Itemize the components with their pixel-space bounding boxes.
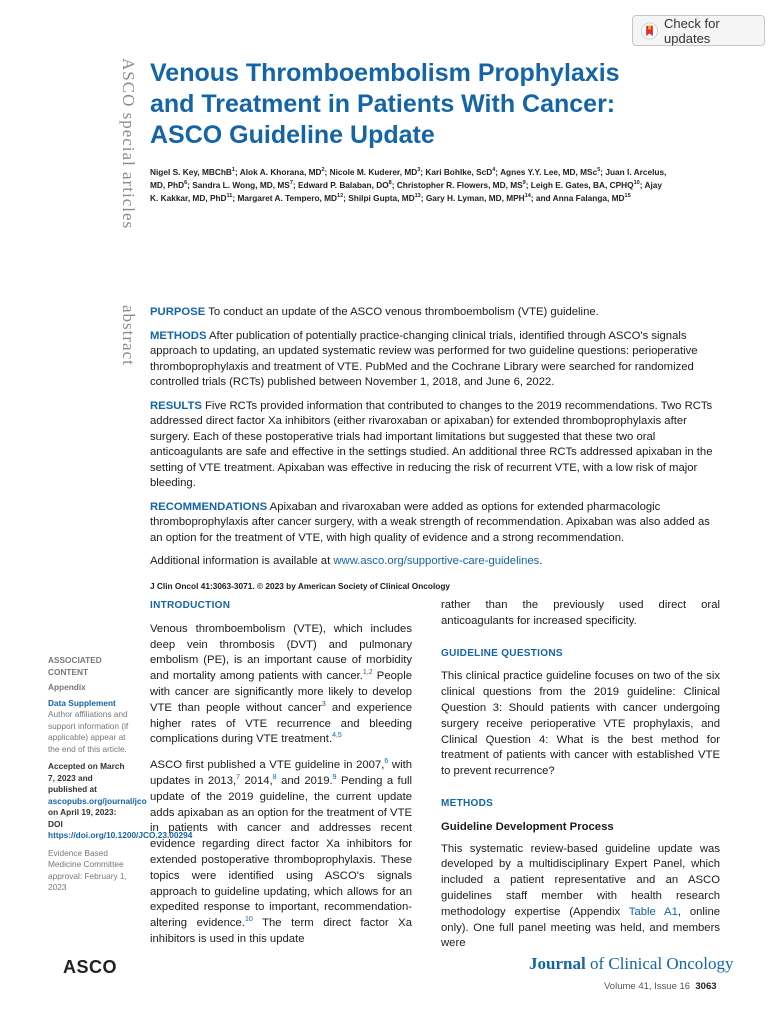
body-column-right — [441, 598, 720, 962]
abstract-results — [150, 399, 720, 492]
associated-content-sidebar — [48, 655, 193, 900]
intro-p2-text-a: ASCO first published a VTE guideline in 2007, — [150, 759, 385, 772]
abstract — [150, 305, 720, 594]
ref-8[interactable]: 8 — [272, 774, 277, 782]
author-affiliation-number: 3 — [417, 167, 421, 174]
intro-p2-text-b: with updates in 2013, — [150, 759, 412, 787]
ebm-approval-note: Evidence Based Medicine Committee approval: February 1, 2023 — [48, 847, 127, 892]
published-date-text: on April 19, 2023: — [48, 807, 117, 817]
ref-9[interactable]: 9 — [332, 774, 337, 782]
journal-citation: J Clin Oncol 41:3063-3071. © 2023 by American Society of Clinical Oncology — [150, 580, 450, 591]
abstract-recommendations — [150, 500, 720, 547]
ref-7[interactable]: 7 — [236, 774, 241, 782]
author-name — [553, 193, 631, 203]
journal-logo-rest: of Clinical Oncology — [585, 954, 734, 973]
author-affiliation-number: 8 — [388, 180, 392, 187]
author-affiliation-number: 14 — [524, 193, 531, 200]
intro-p1-text-b: People with cancer are significantly more likely to develop VTE than people without cancer — [150, 670, 412, 714]
author-name — [298, 180, 392, 190]
doi-link[interactable]: https://doi.org/10.1200/JCO.23.00294 — [48, 830, 193, 840]
author-name — [500, 167, 600, 177]
author-name-text: Gary H. Lyman, MD, MPH — [425, 193, 525, 203]
associated-content-heading: ASSOCIATED CONTENT — [48, 655, 102, 677]
author-affiliation-number: 9 — [522, 180, 526, 187]
author-affiliation-number: 11 — [226, 193, 233, 200]
side-label-special-articles: ASCO special articles — [119, 58, 138, 230]
author-name-text: Leigh E. Gates, BA, CPHQ — [530, 180, 634, 190]
author-name-text: Alok A. Khorana, MD — [239, 167, 322, 177]
guideline-questions-paragraph: This clinical practice guideline focuses on two of the six clinical questions from the 2019 guideline: Clinical Question 3: Should patients with cancer undergoing surgery receive perioperative VTE prophylaxis, and Clinical Question 4: What is the best method for treatment of patients with cancer with established VTE to prevent recurrence? — [441, 670, 720, 778]
purpose-label: PURPOSE — [150, 306, 206, 318]
author-name-text: Edward P. Balaban, DO — [297, 180, 389, 190]
acceptance-info — [48, 761, 193, 842]
recommendations-label: RECOMMENDATIONS — [150, 500, 268, 513]
ref-3[interactable]: 3 — [321, 701, 326, 709]
author-name-text: Nigel S. Key, MBChB — [150, 167, 232, 177]
intro-paragraph-1 — [150, 622, 412, 748]
body-column-left — [150, 598, 412, 958]
author-name — [150, 167, 235, 177]
purpose-text: To conduct an update of the ASCO venous thromboembolism (VTE) guideline. — [208, 306, 599, 318]
author-name — [397, 180, 526, 190]
intro-p2-text-c: 2014, — [240, 774, 273, 787]
author-name — [348, 193, 421, 203]
ref-10[interactable]: 10 — [244, 916, 253, 924]
results-text: Five RCTs provided information that contributed to changes to the 2019 recommendations. Two RCTs addressed direct factor Xa inhibitors (either rivaroxaban or apixaban) for extended thromboprophylaxis after surgery. Each of these postoperative trials had important limitations but suggested that these two oral anticoagulants are safe and effective in the settings studied. An additional three RCTs addressed apixaban in the setting of VTE treatment. Apixaban was effective in reducing the risk of recurrent VTE, with a low risk of major bleeding. — [150, 399, 713, 489]
author-affiliation-number: 6 — [184, 180, 188, 187]
volume-issue-text: Volume 41, Issue 16 — [604, 981, 691, 992]
abstract-methods — [150, 329, 720, 391]
author-name — [425, 167, 495, 177]
author-name-text: Juan I. Arcelus, MD, PhD — [150, 167, 667, 190]
check-for-updates-label: Check for updates — [664, 15, 720, 46]
guideline-development-heading: Guideline Development Process — [441, 820, 614, 833]
author-name-text: Christopher R. Flowers, MD, MS — [396, 180, 523, 190]
intro-p2-text-d: and 2019. — [276, 774, 333, 787]
check-for-updates-button[interactable] — [632, 15, 765, 46]
author-affiliation-number: 15 — [624, 193, 631, 200]
author-affiliation-number: 7 — [289, 180, 293, 187]
gdp-text-b: , online only). One full panel meeting was held, and members were — [441, 905, 721, 950]
ref-1-2[interactable]: 1,2 — [362, 669, 373, 677]
author-name-text: Anna Falanga, MD — [552, 193, 625, 203]
author-affiliation-number: 1 — [231, 167, 235, 174]
appendix-label: Appendix — [48, 682, 86, 692]
methods-heading: METHODS — [441, 797, 494, 809]
additional-info-period: . — [539, 555, 543, 567]
data-supplement-link[interactable]: Data Supplement — [48, 697, 116, 708]
journal-logo — [529, 954, 733, 974]
author-name — [531, 180, 640, 190]
author-name-text: Sandra L. Wong, MD, MS — [192, 180, 290, 190]
author-name-text: Margaret A. Tempero, MD — [237, 193, 338, 203]
guideline-questions-heading: GUIDELINE QUESTIONS — [441, 647, 563, 659]
gdp-text-a: This systematic review-based guideline update was developed by a multidisciplinary Expert Panel, which included a patient representative and an ASCO guidelines staff member with health research methodology expertise (Appendix — [441, 842, 720, 918]
asco-logo: ASCO — [63, 957, 118, 977]
additional-info-text: Additional information is available at — [150, 555, 331, 567]
author-name — [192, 180, 293, 190]
page-number: 3063 — [695, 981, 717, 992]
abstract-purpose — [150, 305, 720, 321]
author-affiliation-number: 2 — [321, 167, 325, 174]
author-name — [330, 167, 421, 177]
author-name-text: Shilpi Gupta, MD — [348, 193, 415, 203]
introduction-heading: INTRODUCTION — [150, 600, 231, 611]
ref-6[interactable]: 6 — [384, 758, 389, 766]
author-name-text: Kari Bohlke, ScD — [425, 167, 493, 177]
recommendations-text: Apixaban and rivaroxaban were added as options for extended pharmacologic thromboprophylaxis after cancer surgery, with a weak strength of recommendation. Apixaban was also added as an option for the treatment of VTE, with high quality of evidence and a strong recommendation. — [150, 500, 710, 544]
accepted-text: Accepted on March 7, 2023 and published at — [48, 761, 125, 794]
guideline-development-paragraph — [441, 842, 720, 953]
author-affiliation-number: 10 — [633, 180, 640, 187]
author-name — [240, 167, 325, 177]
side-label-abstract: abstract — [119, 305, 138, 366]
methods-text: After publication of potentially practice-changing clinical trials, identified through ASCO's signals approach to updating, an updated systematic review was performed for two guideline questions: perioperative thromboprophylaxis and treatment of VTE. PubMed and the Cochrane Library were searched for randomized controlled trials (RCTs) published between November 1, 2018, and June 6, 2022. — [150, 329, 698, 388]
intro-p2-text-f: The term direct factor Xa inhibitors is used in this update — [150, 917, 412, 945]
author-affiliations-note: Author affiliations and support information (if applicable) appear at the end of this article. — [48, 709, 129, 754]
bookmark-icon — [641, 22, 658, 40]
author-affiliation-number: 12 — [337, 193, 344, 200]
author-name — [426, 193, 531, 203]
intro-paragraph-2 — [150, 758, 412, 948]
author-name-text: Agnes Y.Y. Lee, MD, MSc — [500, 167, 598, 177]
doi-label: DOI — [48, 818, 63, 829]
table-a1-link[interactable]: Table A1 — [628, 905, 678, 918]
author-name-text: Ajay K. Kakkar, MD, PhD — [150, 180, 663, 203]
intro-p1-text-a: Venous thromboembolism (VTE), which includes deep vein thrombosis (DVT) and pulmonary embolism (PE), is an important cause of morbidity and mortality among patients with cancer. — [150, 622, 412, 683]
journal-logo-strong: Journal — [529, 954, 586, 973]
author-affiliation-number: 5 — [597, 167, 601, 174]
results-label: RESULTS — [150, 399, 202, 412]
intro-continued-paragraph: rather than the previously used direct oral anticoagulants for increased specificity. — [441, 599, 720, 627]
article-title: Venous Thromboembolism Prophylaxis and Treatment in Patients With Cancer: ASCO Guideline Update — [150, 59, 620, 149]
volume-issue-info — [604, 981, 717, 992]
author-name-text: Nicole M. Kuderer, MD — [329, 167, 418, 177]
supportive-care-guidelines-link[interactable]: www.asco.org/supportive-care-guidelines — [333, 555, 540, 567]
author-list: Nigel S. Key, MBChB$^1$; Alok A. Khorana, $MD^2$; Nicole M. Kuderer, $MD^3$; Kari Bohlke, ScD$^4$; Agnes Y.Y. Lee, MD, MSc$^5$; Juan I. Arcelus, MD, PhD$^6$; Sandra L. Wong, MD, $MS^7$; Edward P. Balaban, $DO^8$; Christopher R. Flowers, MD, $MS^9$; Leigh E. Gates, BA, CPHQ$^{10}$; Ajay K. Kakkar, MD, PhD$^{11}$; Margaret A. Tempero, MD$^{12}$; Shilpi Gupta, MD$^{13}$; Gary H. Lyman, MD, MPH$^{14}$; and Anna Falanga, MD$^{15}$ — [150, 167, 667, 203]
ref-4-5[interactable]: 4,5 — [332, 732, 342, 740]
author-affiliation-number: 13 — [414, 193, 421, 200]
methods-label: METHODS — [150, 329, 207, 342]
intro-p2-text-e: Pending a full update of the 2019 guideline, the current update adds apixaban as an option for the treatment of VTE in patients with cancer and addresses recent evidence regarding direct factor Xa inhibitors for extended postoperative thromboprophylaxis. These topics were identified using ASCO's signals approach to guideline updating, which allows for an expedited response to important, recommendation-altering evidence. — [150, 774, 412, 930]
additional-info — [150, 554, 720, 570]
intro-p1-text-c: and experience higher rates of VTE recurrence and bleeding complications during VTE treatment. — [150, 701, 412, 746]
author-affiliation-number: 4 — [492, 167, 496, 174]
journal-site-link[interactable]: ascopubs.org/journal/jco — [48, 795, 147, 806]
author-name — [237, 193, 343, 203]
